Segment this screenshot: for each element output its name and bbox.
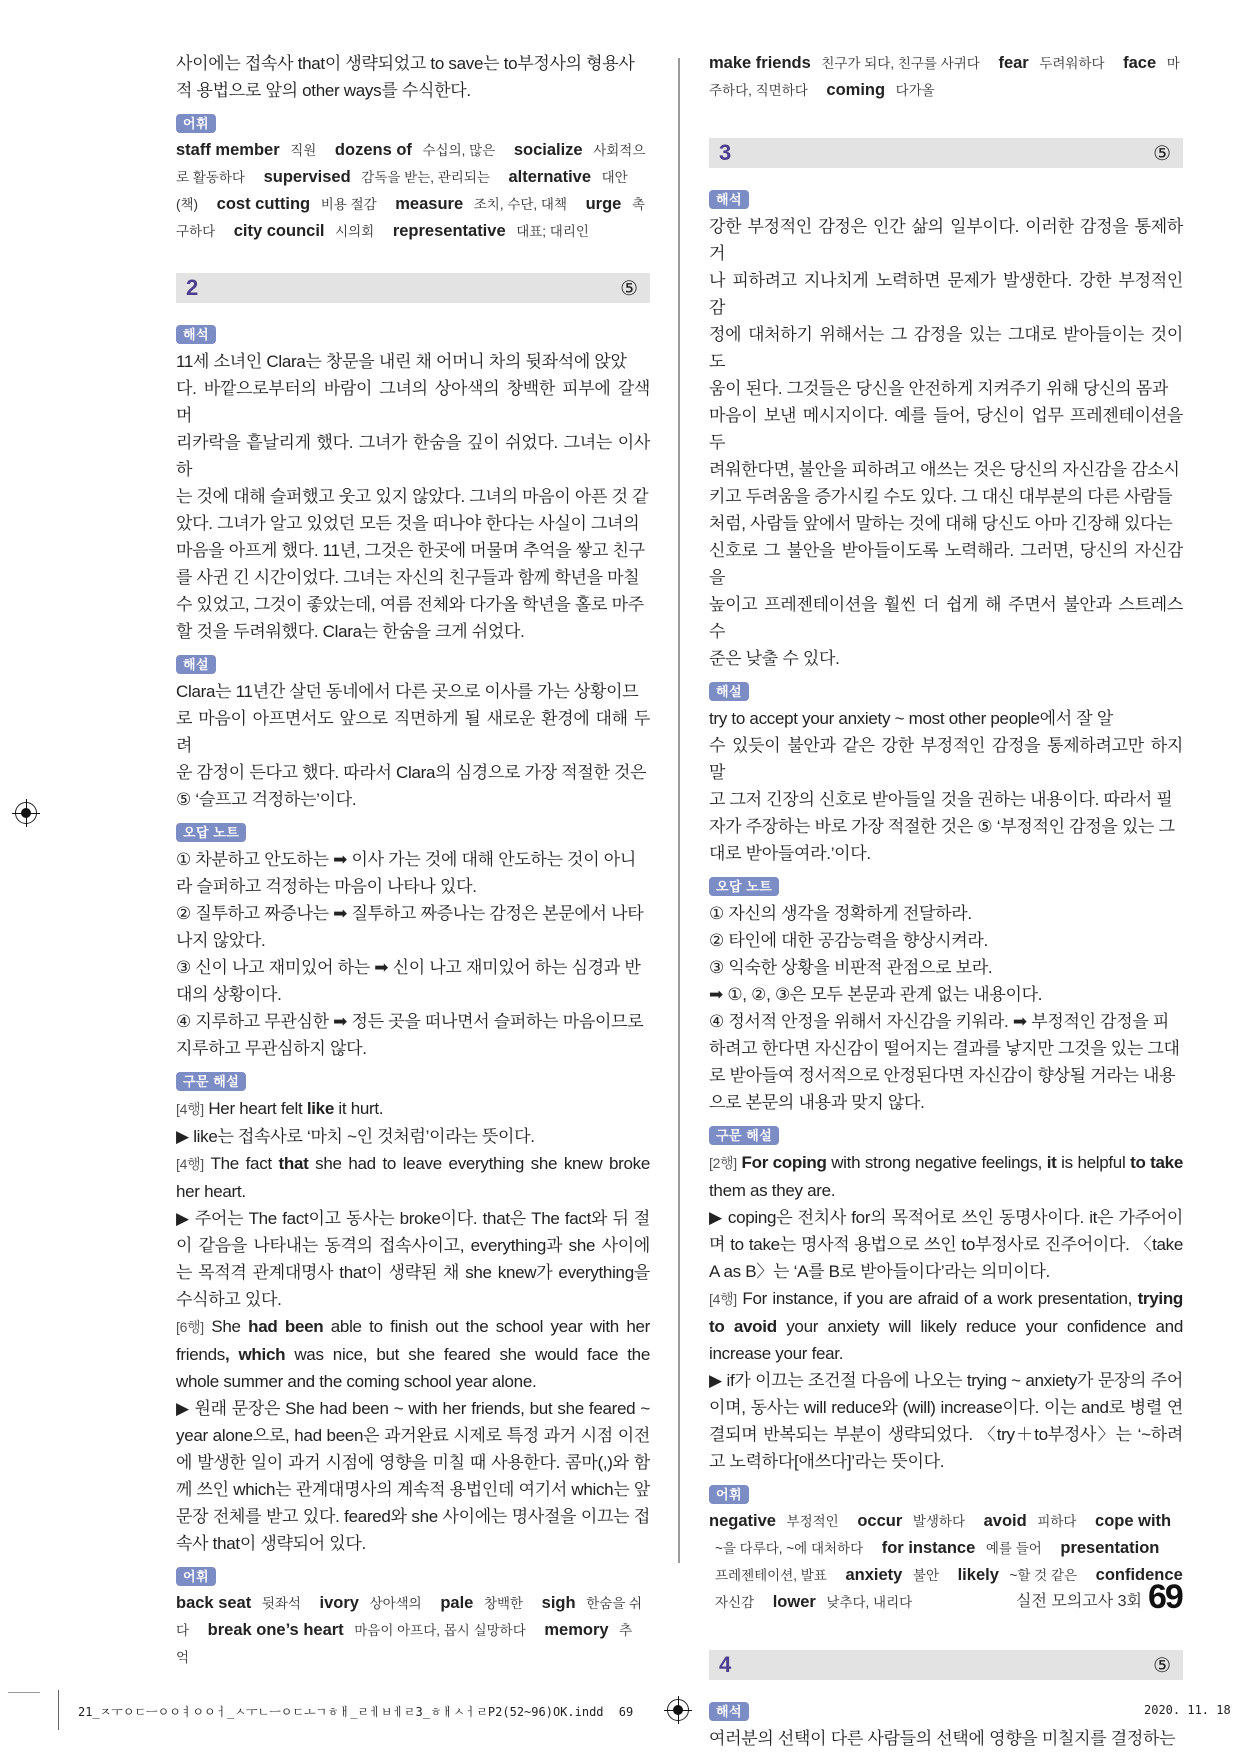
wrong-answer-badge: 오답 노트 xyxy=(176,823,246,842)
syntax-note: ▶ like는 접속사로 ‘마치 ~인 것처럼’이라는 뜻이다. xyxy=(176,1127,535,1146)
text-line: 준은 낮출 수 있다. xyxy=(709,649,840,668)
text-line: 려워한다면, 불안을 피하려고 애쓰는 것은 당신의 자신감을 감소시 xyxy=(709,460,1180,479)
vocab-word: sigh xyxy=(541,1594,576,1612)
text-line: 로 받아들여 정서적으로 안정된다면 자신감이 향상될 거라는 내용 xyxy=(709,1066,1176,1085)
vocab-meaning: 프레젠테이션, 발표 xyxy=(715,1568,827,1583)
text-line: ① 차분하고 안도하는 ➡ 이사 가는 것에 대해 안도하는 것이 아니 xyxy=(176,850,637,869)
text-line: 나 피하려고 지나치게 노력하면 문제가 발생한다. 강한 부정적인 감 xyxy=(709,271,1183,317)
vocab-word: cost cutting xyxy=(216,195,311,213)
slug-divider xyxy=(58,1690,59,1730)
vocab-list-continued xyxy=(709,50,1183,104)
syntax-sentence: [4행] The fact that she had to leave everything she knew broke her heart. xyxy=(176,1154,651,1201)
vocab-meaning: 시의회 xyxy=(335,224,375,239)
vocab-word: ivory xyxy=(319,1594,359,1612)
vocab-meaning: 한숨을 쉬다 xyxy=(176,1596,643,1638)
wrong-answer-badge: 오답 노트 xyxy=(709,877,779,896)
answer-mark: ⑤ xyxy=(1153,143,1171,165)
translation-badge: 해석 xyxy=(709,1702,749,1721)
vocab-word: alternative xyxy=(508,168,592,186)
section-title: 실전 모의고사 3회 xyxy=(1016,1593,1142,1610)
text-line: 움이 된다. 그것들은 당신을 안전하게 지켜주기 위해 당신의 몸과 xyxy=(709,379,1168,398)
vocab-badge: 어휘 xyxy=(709,1485,749,1504)
translation-text xyxy=(176,348,650,645)
text-line: 나지 않았다. xyxy=(176,931,266,950)
syntax-notes xyxy=(176,1095,650,1557)
vocab-meaning: 부정적인 xyxy=(786,1514,839,1529)
print-slug: 21_ㅈㅜㅇㄷㅡㅇㅇㅕㅇㅇㅓ_ㅅㅜㄴㅡㅇㄷㅗㄱㅎㅐ_ㄹㅔㅂㅔㄹ3_ㅎㅐㅅㅓㄹP2(52~96)OK.indd 69 xyxy=(78,1705,634,1719)
answer-mark: ⑤ xyxy=(620,278,638,300)
vocab-meaning: 뒷좌석 xyxy=(261,1596,301,1611)
vocab-word: staff member xyxy=(176,141,280,159)
vocab-meaning: 창백한 xyxy=(483,1596,524,1611)
vocab-word: urge xyxy=(585,195,622,213)
vocab-word: city council xyxy=(233,222,325,240)
text-line: 으로 본문의 내용과 맞지 않다. xyxy=(709,1093,925,1112)
vocab-word: negative xyxy=(709,1512,776,1530)
vocab-word: likely xyxy=(957,1566,999,1584)
text-line: 키고 두려움을 증가시킬 수도 있다. 그 대신 대부분의 다른 사람들 xyxy=(709,487,1173,506)
text-line: ④ 정서적 안정을 위해서 자신감을 키워라. ➡ 부정적인 감정을 피 xyxy=(709,1012,1170,1031)
vocab-list-2 xyxy=(176,1590,650,1671)
vocab-word: coming xyxy=(826,81,886,99)
column-divider xyxy=(678,58,680,1563)
explanation-text xyxy=(709,705,1183,867)
text-line: 를 사귄 긴 시간이었다. 그녀는 자신의 친구들과 함께 학년을 마칠 xyxy=(176,568,640,587)
vocab-word: occur xyxy=(857,1512,903,1530)
vocab-meaning: 불안 xyxy=(912,1568,939,1583)
wrong-answer-notes xyxy=(709,900,1183,1116)
vocab-word: presentation xyxy=(1060,1539,1160,1557)
vocab-word: avoid xyxy=(983,1512,1027,1530)
vocab-meaning: 조치, 수단, 대책 xyxy=(473,197,567,212)
vocab-meaning: 추억 xyxy=(176,1623,633,1665)
text-line: 처럼, 사람들 앞에서 말하는 것에 대해 당신도 아마 긴장해 있다는 xyxy=(709,514,1173,533)
text-line: 자가 주장하는 바로 가장 적절한 것은 ⑤ ‘부정적인 감정을 있는 그 xyxy=(709,817,1175,836)
vocab-word: lower xyxy=(772,1593,816,1611)
syntax-note: ▶ 원래 문장은 She had been ~ with her friends, but she feared ~ year alone으로, had been은 과거완료 시제로 특정 과거 시점 이전에 발생한 일이 과거 시점에 영향을 미칠 때 사용한다. 콤마(,)와 함께 쓰인 which는 관계대명사의 계속적 용법인데 여기서 which는 앞 문장 전체를 받고 있다. feared와 she 사이에는 명사절을 이끄는 접속사 that이 생략되어 있다. xyxy=(176,1399,650,1553)
vocab-meaning: 발생하다 xyxy=(912,1514,966,1529)
syntax-sentence: [4행] For instance, if you are afraid of a work presentation, trying to avoid your anxiety will likely reduce your confidence and increase your fear. xyxy=(709,1289,1183,1363)
vocab-word: break one’s heart xyxy=(207,1621,344,1639)
text-line: 았다. 그녀가 알고 있었던 모든 것을 떠나야 한다는 사실이 그녀의 xyxy=(176,514,640,533)
text-line: 대의 상황이다. xyxy=(176,985,282,1004)
text-line: ⑤ ‘슬프고 걱정하는’이다. xyxy=(176,790,357,809)
vocab-word: pale xyxy=(440,1594,474,1612)
text-line: 고 그저 긴장의 신호로 받아들일 것을 권하는 내용이다. 따라서 필 xyxy=(709,790,1173,809)
explanation-badge: 해설 xyxy=(709,682,749,701)
text-line: 마음이 보낸 메시지이다. 예를 들어, 당신이 업무 프레젠테이션을 두 xyxy=(709,406,1183,452)
syntax-sentence: [2행] For coping with strong negative feelings, it is helpful to take them as they are. xyxy=(709,1153,1183,1200)
intro-text: 사이에는 접속사 that이 생략되었고 to save는 to부정사의 형용사 적 용법으로 앞의 other ways를 수식한다. xyxy=(176,54,635,100)
text-line: ④ 지루하고 무관심한 ➡ 정든 곳을 떠나면서 슬퍼하는 마음이므로 xyxy=(176,1012,644,1031)
vocab-badge: 어휘 xyxy=(176,1567,216,1586)
page-number: 69 xyxy=(1148,1578,1182,1616)
vocab-word: make friends xyxy=(709,54,811,72)
vocab-meaning: 상아색의 xyxy=(369,1596,422,1611)
question-number: 3 xyxy=(719,140,732,165)
question-number: 4 xyxy=(719,1652,732,1677)
vocab-meaning: 두려워하다 xyxy=(1039,56,1105,71)
explanation-text xyxy=(176,678,650,813)
vocab-word: dozens of xyxy=(334,141,412,159)
text-line: 라 슬퍼하고 걱정하는 마음이 나타나 있다. xyxy=(176,877,477,896)
text-line: 마음을 아프게 했다. 11년, 그것은 한곳에 머물며 추억을 쌓고 친구 xyxy=(176,541,645,560)
translation-text xyxy=(709,213,1183,672)
text-line: 대로 받아들여라.’이다. xyxy=(709,844,871,863)
vocab-word: measure xyxy=(395,195,464,213)
vocab-meaning: 직원 xyxy=(290,143,317,158)
vocab-meaning: 마음이 아프다, 몹시 실망하다 xyxy=(354,1623,526,1638)
vocab-word: socialize xyxy=(513,141,583,159)
syntax-badge: 구문 해설 xyxy=(709,1126,779,1145)
text-line: 수 있었고, 그것이 좋았는데, 여름 전체와 다가올 학년을 홀로 마주 xyxy=(176,595,644,614)
registration-mark-icon xyxy=(15,802,37,824)
vocab-word: face xyxy=(1123,54,1157,72)
question-number: 2 xyxy=(186,275,199,300)
vocab-word: back seat xyxy=(176,1594,252,1612)
question-2-header xyxy=(176,273,650,303)
text-line: try to accept your anxiety ~ most other people에서 잘 알 xyxy=(709,709,1113,728)
registration-mark-icon xyxy=(667,1699,689,1721)
vocab-meaning: 마주하다, 직면하다 xyxy=(709,56,1180,98)
vocab-meaning: 촉구하다 xyxy=(176,197,645,239)
vocab-meaning: ~을 다루다, ~에 대처하다 xyxy=(715,1541,864,1556)
vocab-meaning: 대표; 대리인 xyxy=(516,224,589,239)
vocab-list-1 xyxy=(176,137,650,245)
syntax-sentence: [6행] She had been able to finish out the school year with her friends, which was nice, but she feared she would face the whole summer and the coming school year alone. xyxy=(176,1317,650,1391)
explanation-badge: 해설 xyxy=(176,655,216,674)
text-line: 운 감정이 든다고 했다. 따라서 Clara의 심경으로 가장 적절한 것은 xyxy=(176,763,647,782)
question-4-header xyxy=(709,1650,1183,1680)
text-line: 강한 부정적인 감정은 인간 삶의 일부이다. 이러한 감정을 통제하거 xyxy=(709,217,1183,263)
text-line: 는 것에 대해 슬퍼했고 웃고 있지 않았다. 그녀의 마음이 아픈 것 같 xyxy=(176,487,649,506)
text-line: 하려고 한다면 자신감이 떨어지는 결과를 낳지만 그것을 있는 그대 xyxy=(709,1039,1180,1058)
vocab-meaning: 친구가 되다, 친구를 사귀다 xyxy=(821,56,980,71)
vocab-meaning: 낮추다, 내리다 xyxy=(826,1595,913,1610)
wrong-answer-notes xyxy=(176,846,650,1062)
text-line: 리카락을 흩날리게 했다. 그녀가 한숨을 깊이 쉬었다. 그녀는 이사하 xyxy=(176,433,650,479)
question-3-header xyxy=(709,138,1183,168)
vocab-meaning: 수십의, 많은 xyxy=(422,143,496,158)
text-line: ➡ ①, ②, ③은 모두 본문과 관계 없는 내용이다. xyxy=(709,985,1043,1004)
text-line: 다. 바깥으로부터의 바람이 그녀의 상아색의 창백한 피부에 갈색 머 xyxy=(176,379,650,425)
left-column xyxy=(176,50,650,1671)
vocab-meaning: 대안(책) xyxy=(176,170,628,212)
text-line: ② 질투하고 짜증나는 ➡ 질투하고 짜증나는 감정은 본문에서 나타 xyxy=(176,904,644,923)
vocab-meaning: ~할 것 같은 xyxy=(1009,1568,1078,1583)
syntax-note: ▶ coping은 전치사 for의 목적어로 쓰인 동명사이다. it은 가주어이며 to take는 명사적 용법으로 쓰인 to부정사로 진주어이다. 〈take A as B〉는 ‘A를 B로 받아들이다’라는 의미이다. xyxy=(709,1208,1183,1281)
text-line: 정에 대처하기 위해서는 그 감정을 있는 그대로 받아들이는 것이 도 xyxy=(709,325,1183,371)
translation-text: 여러분의 선택이 다른 사람들의 선택에 영향을 미칠지를 결정하는 xyxy=(709,1729,1176,1748)
text-line: 높이고 프레젠테이션을 훨씬 더 쉽게 해 주면서 불안과 스트레스 수 xyxy=(709,595,1183,641)
text-line: ③ 신이 나고 재미있어 하는 ➡ 신이 나고 재미있어 하는 심경과 반 xyxy=(176,958,641,977)
text-line: 신호로 그 불안을 받아들이도록 노력해라. 그러면, 당신의 자신감을 xyxy=(709,541,1183,587)
syntax-sentence: [4행] Her heart felt like it hurt. xyxy=(176,1099,384,1118)
vocab-meaning: 피하다 xyxy=(1037,1514,1077,1529)
vocab-badge: 어휘 xyxy=(176,114,216,133)
vocab-word: cope with xyxy=(1095,1512,1172,1530)
text-line: 11세 소녀인 Clara는 창문을 내린 채 어머니 차의 뒷좌석에 앉았 xyxy=(176,352,627,371)
translation-badge: 해석 xyxy=(176,325,216,344)
vocab-meaning: 비용 절감 xyxy=(320,197,377,212)
vocab-meaning: 예를 들어 xyxy=(985,1541,1042,1556)
syntax-note: ▶ 주어는 The fact이고 동사는 broke이다. that은 The fact와 뒤 절이 같음을 나타내는 동격의 접속사이고, everything과 she 사이에는 목적격 관계대명사 that이 생략된 채 she knew가 everything을 수식하고 있다. xyxy=(176,1209,650,1309)
vocab-word: for instance xyxy=(881,1539,976,1557)
text-line: 지루하고 무관심하지 않다. xyxy=(176,1039,367,1058)
text-line: Clara는 11년간 살던 동네에서 다른 곳으로 이사를 가는 상황이므 xyxy=(176,682,639,701)
syntax-note: ▶ if가 이끄는 조건절 다음에 나오는 trying ~ anxiety가 문장의 주어이며, 동사는 will reduce와 (will) increase이다. 이는 and로 병렬 연결되며 반복되는 부분이 생략되었다. 〈try＋to부정사〉는 ‘~하려고 노력하다[애쓰다]’라는 뜻이다. xyxy=(709,1371,1183,1471)
syntax-notes xyxy=(709,1149,1183,1475)
answer-mark: ⑤ xyxy=(1153,1655,1171,1677)
vocab-meaning: 다가올 xyxy=(895,83,935,98)
text-line: ② 타인에 대한 공감능력을 향상시켜라. xyxy=(709,931,988,950)
text-line: 수 있듯이 불안과 같은 강한 부정적인 감정을 통제하려고만 하지 말 xyxy=(709,736,1183,782)
crop-mark xyxy=(8,1692,40,1693)
vocab-meaning: 자신감 xyxy=(715,1595,755,1610)
vocab-meaning: 사회적으로 활동하다 xyxy=(176,143,646,185)
text-line: 할 것을 두려워했다. Clara는 한숨을 크게 쉬었다. xyxy=(176,622,525,641)
vocab-word: anxiety xyxy=(845,1566,903,1584)
vocab-word: supervised xyxy=(263,168,351,186)
right-column xyxy=(709,50,1183,1752)
vocab-meaning: 감독을 받는, 관리되는 xyxy=(361,170,490,185)
vocab-word: memory xyxy=(544,1621,609,1639)
text-line: ③ 익숙한 상황을 비판적 관점으로 보라. xyxy=(709,958,993,977)
translation-badge: 해석 xyxy=(709,190,749,209)
text-line: ① 자신의 생각을 정확하게 전달하라. xyxy=(709,904,972,923)
syntax-badge: 구문 해설 xyxy=(176,1072,246,1091)
text-line: 로 마음이 아프면서도 앞으로 직면하게 될 새로운 환경에 대해 두려 xyxy=(176,709,650,755)
vocab-word: fear xyxy=(998,54,1029,72)
vocab-word: confidence xyxy=(1095,1566,1183,1584)
print-date: 2020. 11. 18 xyxy=(1144,1703,1231,1717)
vocab-word: representative xyxy=(392,222,506,240)
